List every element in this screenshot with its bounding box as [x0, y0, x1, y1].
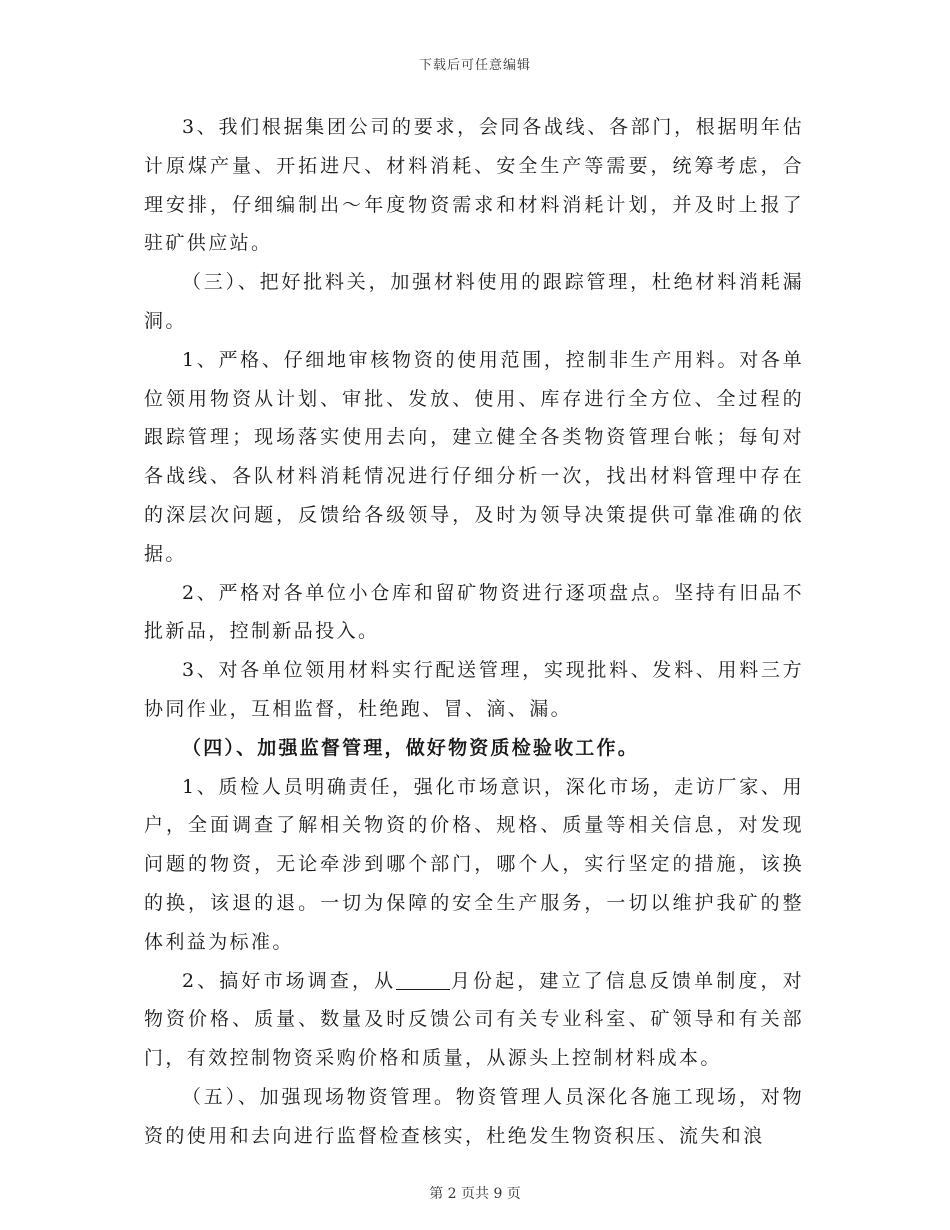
- section-5-paragraph: （五）、加强现场物资管理。物资管理人员深化各施工现场，对物资的使用和去向进行监督检查核实，杜绝发生物资积压、流失和浪: [144, 1085, 804, 1147]
- market-survey-text-start: 2、搞好市场调查，从: [182, 969, 397, 992]
- document-body: [144, 108, 804, 1156]
- month-blank: [396, 970, 450, 990]
- section-3-paragraph: （三）、把好批料关，加强材料使用的跟踪管理，杜绝材料消耗漏洞。: [144, 271, 804, 332]
- paragraph-item-3-plan: 3、我们根据集团公司的要求，会同各战线、各部门，根据明年估计原煤产量、开拓进尺、材料消耗、安全生产等需要，统筹考虑，合理安排，仔细编制出～年度物资需求和材料消耗计划，并及时上报了驻矿供应站。: [144, 116, 804, 255]
- paragraph-item-1-review: 1、严格、仔细地审核物资的使用范围，控制非生产用料。对各单位领用物资从计划、审批、发放、使用、库存进行全方位、全过程的跟踪管理；现场落实使用去向，建立健全各类物资管理台帐；每旬对各战线、各队材料消耗情况进行仔细分析一次，找出材料管理中存在的深层次问题，反馈给各级领导，及时为领导决策提供可靠准确的依据。: [144, 348, 804, 565]
- page-header: 下载后可任意编辑: [418, 58, 531, 73]
- section-4-heading: （四）、加强监督管理，做好物资质检验收工作。: [182, 736, 639, 759]
- paragraph-item-2-market-survey: [144, 962, 804, 1078]
- market-survey-text-end: 月份起，建立了信息反馈单制度，对物资价格、质量、数量及时反馈公司有关专业科室、矿领导和有关部门，有效控制物资采购价格和质量，从源头上控制材料成本。: [144, 969, 805, 1070]
- page-footer: 第 2 页共 9 页: [429, 1186, 521, 1202]
- paragraph-item-3-delivery: 3、对各单位领用材料实行配送管理，实现批料、发料、用料三方协同作业，互相监督，杜绝跑、冒、滴、漏。: [144, 659, 804, 720]
- paragraph-item-1-inspection: 1、质检人员明确责任，强化市场意识，深化市场，走访厂家、用户，全面调查了解相关物资的价格、规格、质量等相关信息，对发现问题的物资，无论牵涉到哪个部门，哪个人，实行坚定的措施，该换的换，该退的退。一切为保障的安全生产服务，一切以维护我矿的整体利益为标准。: [144, 775, 804, 953]
- paragraph-item-2-inventory: 2、严格对各单位小仓库和留矿物资进行逐项盘点。坚持有旧品不批新品，控制新品投入。: [144, 581, 804, 643]
